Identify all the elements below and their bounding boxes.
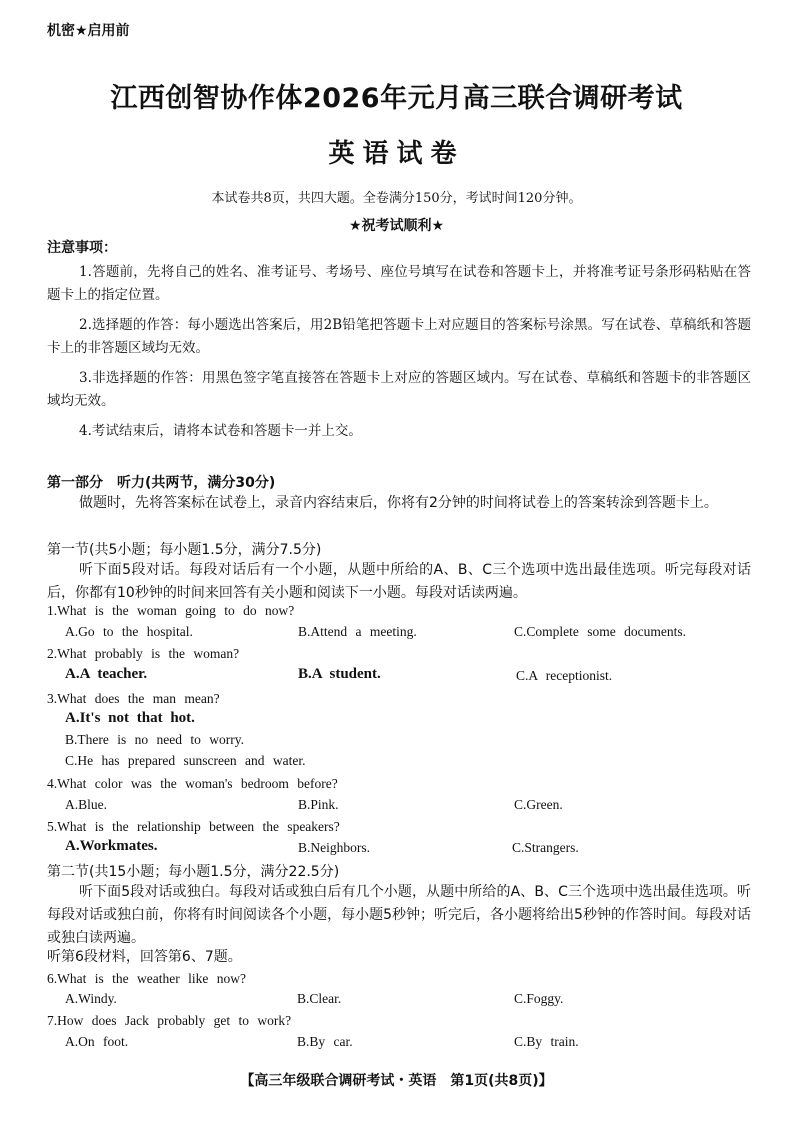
- section2-intro: 听下面5段对话或独白。每段对话或独白后有几个小题，从题中所给的A、B、C三个选项中选出最佳选项。听每段对话或独白前，你将有时间阅读各个小题，每小题5秒钟；听完后，各小题将给出5秒钟的作答时间。每段对话或独白读两遍。: [47, 884, 751, 946]
- q5-option-c: C.Strangers.: [512, 840, 579, 855]
- q2-option-c: C.A receptionist.: [516, 668, 613, 683]
- q3-option-c: C.He has prepared sunscreen and water.: [65, 753, 306, 768]
- question-7: 7.How does Jack probably get to work?: [47, 1013, 292, 1028]
- q2-option-b: B.A student.: [298, 666, 381, 682]
- q6-option-b: B.Clear.: [297, 991, 342, 1006]
- section1-heading: 第一节(共5小题；每小题1.5分，满分7.5分): [47, 542, 322, 558]
- section2-heading: 第二节(共15小题；每小题1.5分，满分22.5分): [47, 864, 340, 880]
- part1-intro: 做题时，先将答案标在试卷上，录音内容结束后，你将有2分钟的时间将试卷上的答案转涂到答题卡上。: [79, 495, 718, 511]
- q4-option-c: C.Green.: [514, 797, 563, 812]
- q6-option-c: C.Foggy.: [514, 991, 564, 1006]
- q4-option-a: A.Blue.: [65, 797, 107, 812]
- notice-heading: 注意事项：: [47, 240, 117, 256]
- confidential-label: 机密★启用前: [47, 23, 130, 39]
- question-6: 6.What is the weather like now?: [47, 971, 246, 986]
- q3-option-a: A.It's not that hot.: [65, 710, 195, 726]
- notice-item-2: 2.选择题的作答：每小题选出答案后，用2B铅笔把答题卡上对应题目的答案标号涂黑。写在试卷、草稿纸和答题卡上的非答题区域均无效。: [47, 317, 751, 356]
- q7-option-a: A.On foot.: [65, 1034, 129, 1049]
- q1-option-c: C.Complete some documents.: [514, 624, 686, 639]
- part1-heading: 第一部分 听力(共两节，满分30分): [47, 475, 276, 491]
- section2-material: 听第6段材料，回答第6、7题。: [47, 949, 242, 965]
- q7-option-c: C.By train.: [514, 1034, 579, 1049]
- question-1: 1.What is the woman going to do now?: [47, 603, 295, 618]
- q5-option-a: A.Workmates.: [65, 838, 158, 854]
- section1-intro: 听下面5段对话。每段对话后有一个小题，从题中所给的A、B、C三个选项中选出最佳选项。听完每段对话后，你都有10秒钟的时间来回答有关小题和阅读下一小题。每段对话读两遍。: [47, 562, 751, 601]
- q1-option-b: B.Attend a meeting.: [298, 624, 417, 639]
- question-2: 2.What probably is the woman?: [47, 646, 240, 661]
- q5-option-b: B.Neighbors.: [298, 840, 370, 855]
- page-footer: 【高三年级联合调研考试・英语 第1页(共8页)】: [240, 1073, 553, 1089]
- exam-title: 江西创智协作体2026年元月高三联合调研考试: [110, 83, 683, 114]
- q4-option-b: B.Pink.: [298, 797, 339, 812]
- question-3: 3.What does the man mean?: [47, 691, 220, 706]
- good-luck-line: ★祝考试顺利★: [348, 218, 445, 234]
- question-4: 4.What color was the woman's bedroom before?: [47, 776, 338, 791]
- notice-item-3: 3.非选择题的作答：用黑色签字笔直接答在答题卡上对应的答题区域内。写在试卷、草稿纸和答题卡的非答题区域均无效。: [47, 370, 751, 409]
- q1-option-a: A.Go to the hospital.: [65, 624, 193, 639]
- q6-option-a: A.Windy.: [65, 991, 117, 1006]
- question-5: 5.What is the relationship between the speakers?: [47, 819, 340, 834]
- exam-subtitle: 英语试卷: [328, 139, 465, 169]
- notice-item-1: 1.答题前，先将自己的姓名、准考证号、考场号、座位号填写在试卷和答题卡上，并将准考证号条形码粘贴在答题卡上的指定位置。: [47, 264, 751, 303]
- q3-option-b: B.There is no need to worry.: [65, 732, 244, 747]
- q2-option-a: A.A teacher.: [65, 666, 148, 682]
- notice-item-4: 4.考试结束后，请将本试卷和答题卡一并上交。: [79, 423, 362, 439]
- q7-option-b: B.By car.: [297, 1034, 353, 1049]
- exam-info: 本试卷共8页，共四大题。全卷满分150分，考试时间120分钟。: [211, 191, 582, 206]
